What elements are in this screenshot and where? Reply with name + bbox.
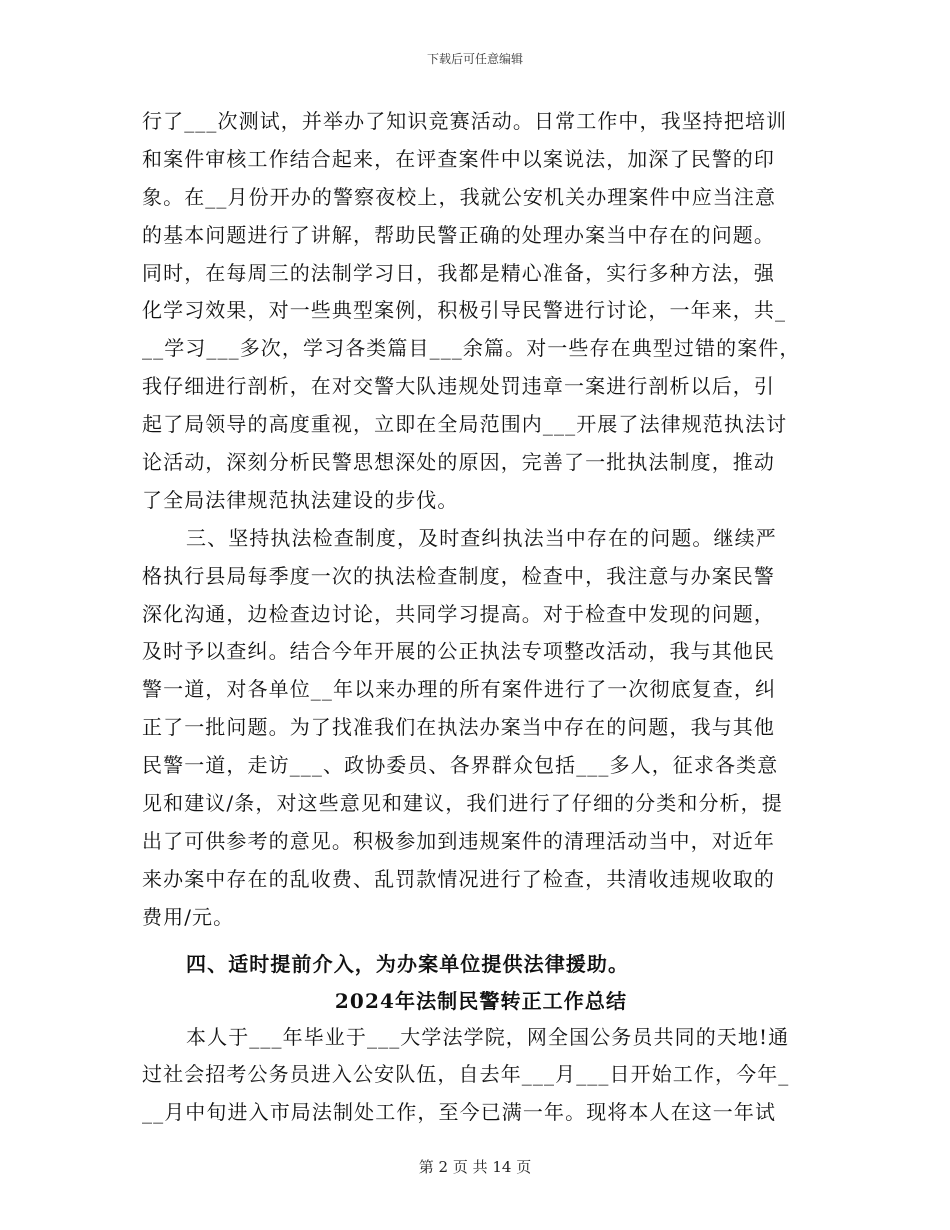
text-line: __月中旬进入市局法制处工作，至今已满一年。现将本人在这一年试 — [142, 1100, 777, 1125]
text-line: __学习___多次，学习各类篇目___余篇。对一些存在典型过错的案件， — [142, 336, 801, 361]
text-line: 正了一批问题。为了找准我们在执法办案当中存在的问题，我与其他 — [142, 715, 775, 740]
page-number-footer: 第 2 页 共 14 页 — [418, 1158, 532, 1176]
text-line: 费用/元。 — [142, 904, 235, 929]
document-body — [142, 103, 810, 1132]
text-line: 深化沟通，边检查边讨论，共同学习提高。对于检查中发现的问题， — [142, 601, 775, 626]
paragraph-2 — [142, 520, 810, 937]
paragraph-3 — [142, 1019, 810, 1133]
text-line: 格执行县局每季度一次的执法检查制度，检查中，我注意与办案民警 — [142, 563, 775, 588]
text-line: 来办案中存在的乱收费、乱罚款情况进行了检查，共清收违规收取的 — [142, 866, 775, 891]
text-line: 我仔细进行剖析，在对交警大队违规处罚违章一案进行剖析以后，引 — [142, 374, 775, 399]
text-line: 警一道，对各单位__年以来办理的所有案件进行了一次彻底复查，纠 — [142, 677, 777, 702]
text-line: 起了局领导的高度重视，立即在全局范围内___开展了法律规范执法讨 — [142, 412, 788, 437]
paragraph-1 — [142, 103, 810, 520]
section-heading: 四、适时提前介入，为办案单位提供法律援助。 — [186, 951, 630, 976]
text-line: 了全局法律规范执法建设的步伐。 — [142, 487, 459, 512]
text-line: 同时，在每周三的法制学习日，我都是精心准备，实行多种方法，强 — [142, 260, 775, 285]
text-line: 行了___次测试，并举办了知识竞赛活动。日常工作中，我坚持把培训 — [142, 109, 788, 133]
text-line: 论活动，深刻分析民警思想深处的原因，完善了一批执法制度，推动 — [142, 450, 775, 475]
text-line: 化学习效果，对一些典型案例，积极引导民警进行讨论，一年来，共_ — [142, 298, 787, 323]
text-line: 象。在__月份开办的警察夜校上，我就公安机关办理案件中应当注意 — [142, 184, 777, 209]
text-line: 及时予以查纠。结合今年开展的公正执法专项整改活动，我与其他民 — [142, 639, 775, 664]
text-line: 本人于___年毕业于___大学法学院，网全国公务员共同的天地!通 — [186, 1024, 790, 1049]
text-line: 出了可供参考的意见。积极参加到违规案件的清理活动当中，对近年 — [142, 828, 775, 853]
text-line: 见和建议/条，对这些意见和建议，我们进行了仔细的分类和分析，提 — [142, 791, 783, 816]
document-title: 2024年法制民警转正工作总结 — [334, 988, 628, 1013]
text-line: 的基本问题进行了讲解，帮助民警正确的处理办案当中存在的问题。 — [142, 222, 775, 247]
text-line: 和案件审核工作结合起来，在评查案件中以案说法，加深了民警的印 — [142, 146, 775, 171]
text-line: 过社会招考公务员进入公安队伍，自去年___月___日开始工作，今年_ — [142, 1062, 790, 1087]
text-line: 民警一道，走访___、政协委员、各界群众包括___多人，征求各类意 — [142, 753, 779, 778]
text-line: 三、坚持执法检查制度，及时查纠执法当中存在的问题。继续严 — [186, 525, 777, 550]
page-header: 下载后可任意编辑 — [426, 52, 523, 66]
